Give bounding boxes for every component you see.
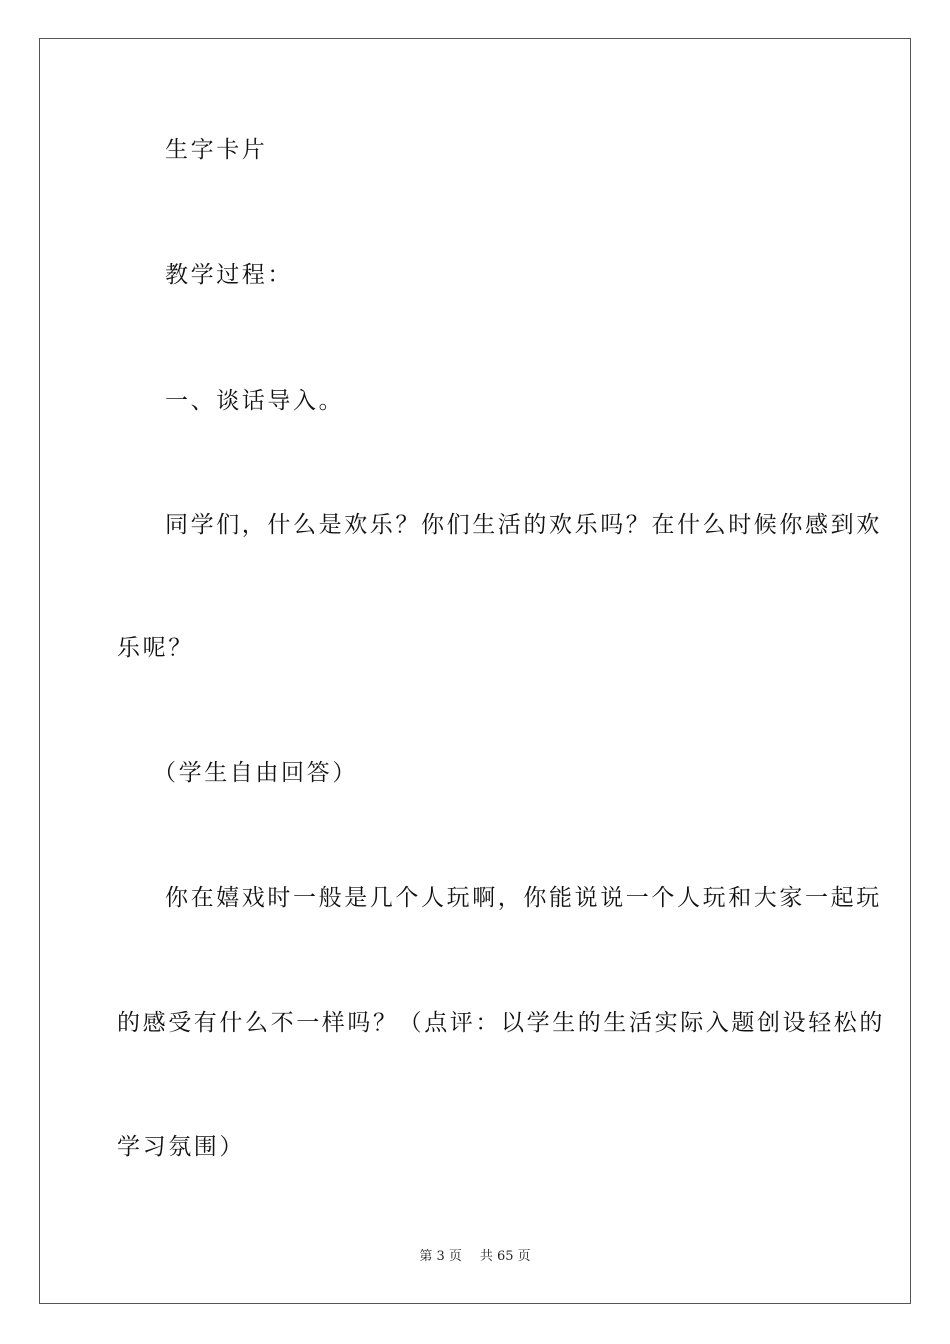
text-line-play-question-start: 你在嬉戏时一般是几个人玩啊，你能说说一个人玩和大家一起玩 [165, 885, 882, 911]
text-line-section-one: 一、谈话导入。 [165, 388, 345, 414]
text-line-materials: 生字卡片 [165, 137, 268, 163]
text-line-play-question-middle: 的感受有什么不一样吗？（点评：以学生的生活实际入题创设轻松的 [117, 1010, 885, 1036]
page-footer [0, 1248, 950, 1266]
text-line-question-end: 乐呢？ [117, 635, 194, 661]
page-border [39, 38, 911, 1304]
page-total: 共 65 页 [479, 1249, 531, 1264]
page-number: 第 3 页 [419, 1249, 462, 1264]
text-line-play-question-end: 学习氛围） [117, 1134, 245, 1160]
text-line-teaching-process: 教学过程： [165, 262, 293, 288]
text-line-question-start: 同学们，什么是欢乐？你们生活的欢乐吗？在什么时候你感到欢 [165, 512, 882, 538]
text-line-student-answer: （学生自由回答） [153, 760, 358, 786]
